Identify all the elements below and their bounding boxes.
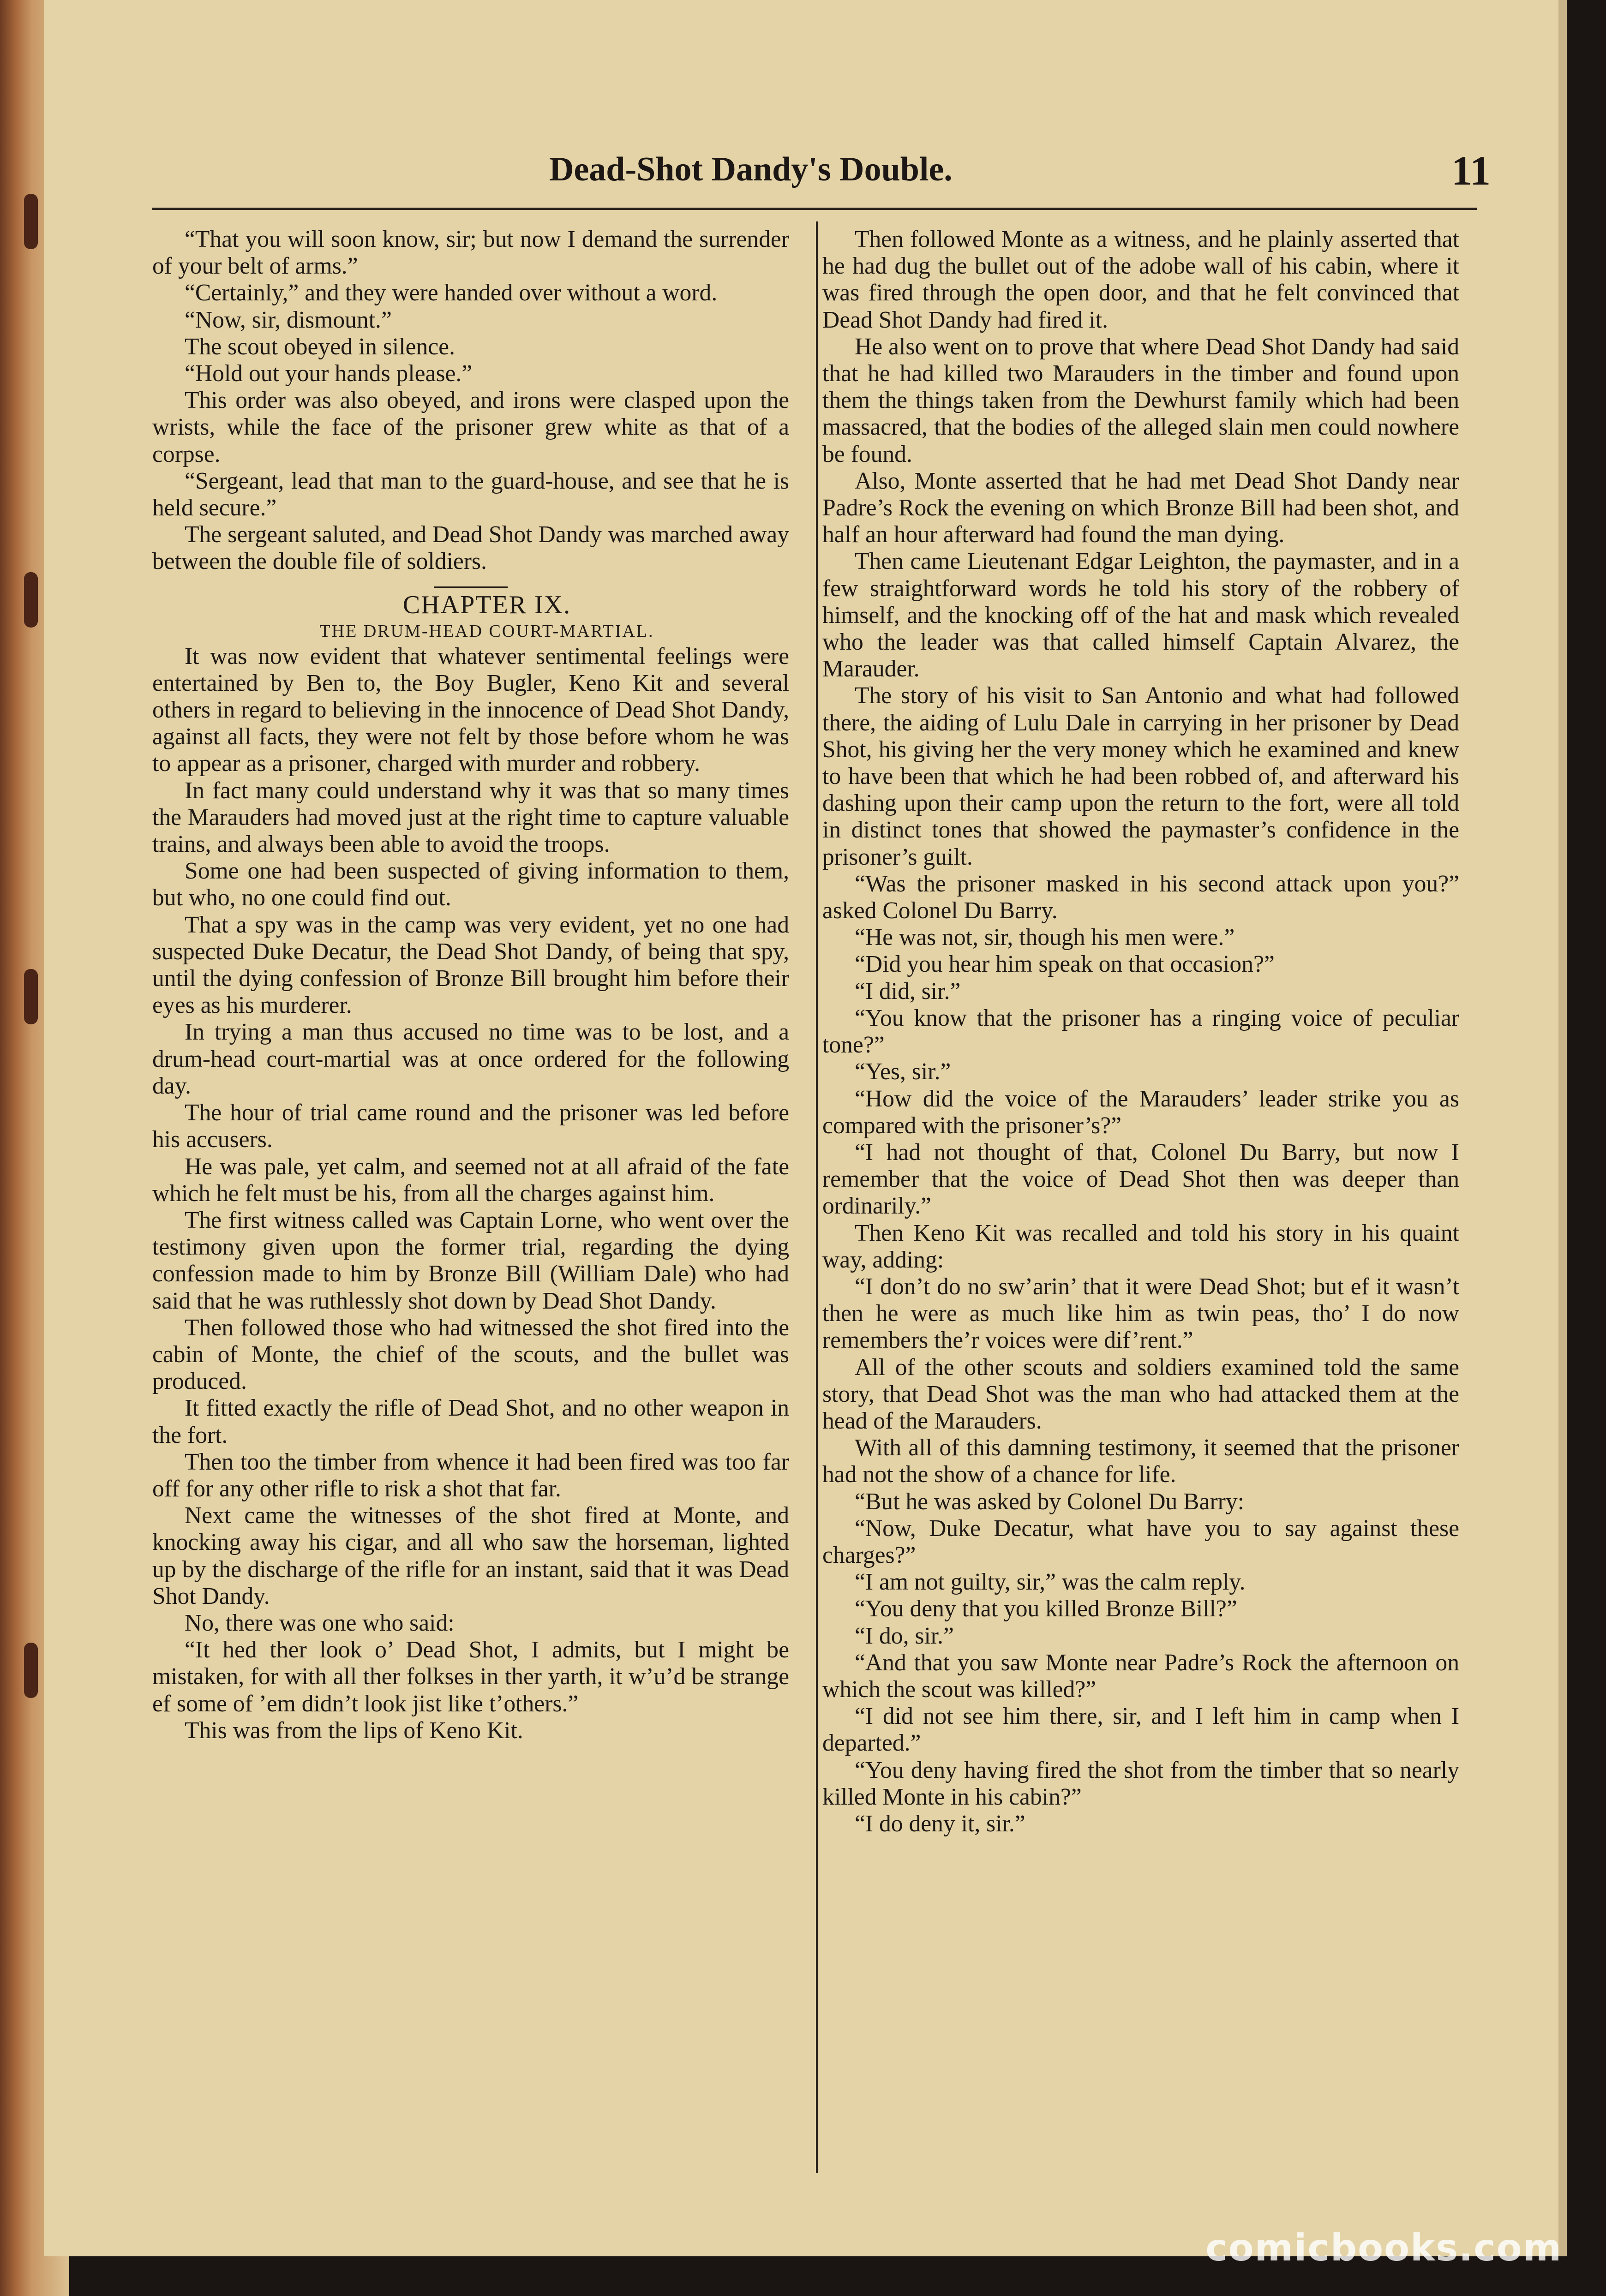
paragraph: “He was not, sir, though his men were.” <box>855 924 1235 951</box>
header-rule <box>152 208 1477 210</box>
paragraph: “Now, Duke Decatur, what have you to say against these charges?” <box>822 1515 1459 1568</box>
paragraph: The sergeant saluted, and Dead Shot Dandy was marched away between the double file of soldiers. <box>152 521 789 575</box>
paragraph: “How did the voice of the Marauders’ leader strike you as compared with the prisoner’s?” <box>822 1085 1459 1139</box>
paragraph: Then followed those who had witnessed the shot fired into the cabin of Monte, the chief of the scouts, and the bullet was produced. <box>152 1314 789 1395</box>
paragraph: “You know that the prisoner has a ringing voice of peculiar tone?” <box>822 1004 1459 1058</box>
paragraph: This was from the lips of Keno Kit. <box>185 1717 523 1744</box>
paragraph: In fact many could understand why it was that so many times the Marauders had moved just at the right time to capture valuable trains, and always been able to avoid the troops. <box>152 777 789 858</box>
paragraph: The story of his visit to San Antonio and what had followed there, the aiding of Lulu Dale in carrying in her prisoner by Dead Shot, his giving her the very money which he examined and knew to have been that which he had been robbed of, and afterward his dashing upon their camp upon the return to the fort, were all told in distinct tones that showed the paymaster’s confidence in the prisoner’s guilt. <box>822 682 1459 870</box>
chapter-title: CHAPTER IX. <box>402 590 571 619</box>
paragraph: “I do deny it, sir.” <box>855 1810 1025 1837</box>
paragraph: Then followed Monte as a witness, and he plainly asserted that he had dug the bullet out of the adobe wall of his cabin, where it was fired through the open door, and that he felt convinced that Dead Shot Dandy had fired it. <box>822 226 1459 333</box>
page-number: 11 <box>1451 148 1491 194</box>
paragraph: “I am not guilty, sir,” was the calm reply. <box>855 1569 1246 1596</box>
binding-hole <box>24 1643 38 1698</box>
chapter-subtitle: THE DRUM-HEAD COURT-MARTIAL. <box>319 621 654 641</box>
paragraph: Next came the witnesses of the shot fired at Monte, and knocking away his cigar, and all who saw the horseman, lighted up by the discharge of the rifle for an instant, said that it was Dead Shot Dandy. <box>152 1502 789 1609</box>
paragraph: The first witness called was Captain Lorne, who went over the testimony given upon the former trial, regarding the dying confession made to him by Bronze Bill (William Dale) who had said that he was ruthlessly shot down by Dead Shot Dandy. <box>152 1207 789 1314</box>
paragraph: This order was also obeyed, and irons were clasped upon the wrists, while the face of the prisoner grew white as that of a corpse. <box>152 387 789 467</box>
paragraph: “Certainly,” and they were handed over without a word. <box>185 280 718 306</box>
paragraph: Then came Lieutenant Edgar Leighton, the paymaster, and in a few straightforward words he told his story of the robbery of himself, and the knocking off of the hat and mask which revealed who the leader was that called himself Captain Alvarez, the Marauder. <box>822 548 1459 682</box>
paragraph: “I did not see him there, sir, and I left him in camp when I departed.” <box>822 1703 1459 1757</box>
paragraph: “Did you hear him speak on that occasion?” <box>855 951 1275 978</box>
paragraph: “You deny that you killed Bronze Bill?” <box>855 1596 1237 1622</box>
paragraph: “But he was asked by Colonel Du Barry: <box>855 1488 1244 1515</box>
paragraph: He also went on to prove that where Dead Shot Dandy had said that he had killed two Marauders in the timber and found upon them the things taken from the Dewhurst family which had been massacred, that the bodies of the alleged slain men could nowhere be found. <box>822 333 1459 467</box>
right-paragraphs <box>822 226 1459 1837</box>
paragraph: Also, Monte asserted that he had met Dead Shot Dandy near Padre’s Rock the evening on which Bronze Bill had been shot, and half an hour afterward had found the man dying. <box>822 467 1459 548</box>
paragraph: “I don’t do no sw’arin’ that it were Dead Shot; but ef it wasn’t then he were as much like him as twin peas, tho’ I do now remembers the’r voices were dif’rent.” <box>822 1273 1459 1354</box>
paragraph: It fitted exactly the rifle of Dead Shot, and no other weapon in the fort. <box>152 1395 789 1448</box>
paragraph: The hour of trial came round and the prisoner was led before his accusers. <box>152 1100 789 1153</box>
running-header <box>152 150 1491 201</box>
paragraph: “Now, sir, dismount.” <box>185 306 392 333</box>
paragraph: “And that you saw Monte near Padre’s Rock the afternoon on which the scout was killed?” <box>822 1649 1459 1703</box>
paragraph: With all of this damning testimony, it seemed that the prisoner had not the show of a chance for life. <box>822 1435 1459 1488</box>
paragraph: The scout obeyed in silence. <box>185 333 455 360</box>
column-rule <box>816 221 818 2173</box>
paragraph: “Yes, sir.” <box>855 1058 951 1085</box>
watermark: comicbooks.com <box>1205 2226 1562 2269</box>
paragraph: “I did, sir.” <box>855 978 961 1004</box>
paragraph: “I had not thought of that, Colonel Du Barry, but now I remember that the voice of Dead Shot then was deeper than ordinarily.” <box>822 1139 1459 1220</box>
paragraph: Then too the timber from whence it had been fired was too far off for any other rifle to risk a shot that far. <box>152 1448 789 1502</box>
right-column <box>822 226 1459 1837</box>
paragraph: It was now evident that whatever sentimental feelings were entertained by Ben to, the Boy Bugler, Keno Kit and several others in regard to believing in the innocence of Dead Shot Dandy, against all facts, they were not felt by those before whom he was to appear as a prisoner, charged with murder and robbery. <box>152 643 789 777</box>
paragraph: “I do, sir.” <box>855 1622 954 1649</box>
left-paragraphs-after <box>152 643 789 1744</box>
binding-hole <box>24 572 38 628</box>
paragraph: “That you will soon know, sir; but now I demand the surrender of your belt of arms.” <box>152 226 789 280</box>
paragraph: Then Keno Kit was recalled and told his story in his quaint way, adding: <box>822 1220 1459 1273</box>
paragraph: In trying a man thus accused no time was to be lost, and a drum-head court-martial was at once ordered for the following day. <box>152 1019 789 1099</box>
paragraph: “Was the prisoner masked in his second attack upon you?” asked Colonel Du Barry. <box>822 870 1459 924</box>
left-column <box>152 226 789 1744</box>
paragraph: All of the other scouts and soldiers examined told the same story, that Dead Shot was the man who had attacked them at the head of the Marauders. <box>822 1354 1459 1434</box>
paragraph: “Sergeant, lead that man to the guard-house, and see that he is held secure.” <box>152 467 789 521</box>
paragraph: “It hed ther look o’ Dead Shot, I admits, but I might be mistaken, for with all ther folkses in ther yarth, it w’u’d be strange ef some of ’em didn’t look jist like t’others.” <box>152 1637 789 1717</box>
paragraph: He was pale, yet calm, and seemed not at all afraid of the fate which he felt must be his, from all the charges against him. <box>152 1153 789 1207</box>
left-paragraphs-before <box>152 226 789 575</box>
paragraph: “Hold out your hands please.” <box>185 360 473 387</box>
paragraph: “You deny having fired the shot from the timber that so nearly killed Monte in his cabin?” <box>822 1757 1459 1810</box>
binding-hole <box>24 969 38 1024</box>
running-title: Dead-Shot Dandy's Double. <box>549 150 953 188</box>
paragraph: That a spy was in the camp was very evident, yet no one had suspected Duke Decatur, the Dead Shot Dandy, of being that spy, until the dying confession of Bronze Bill brought him before their eyes as his murderer. <box>152 911 789 1019</box>
paragraph: Some one had been suspected of giving information to them, but who, no one could find out. <box>152 858 789 911</box>
paragraph: No, there was one who said: <box>185 1609 455 1636</box>
binding-hole <box>24 194 38 249</box>
chapter-rule <box>434 586 508 588</box>
